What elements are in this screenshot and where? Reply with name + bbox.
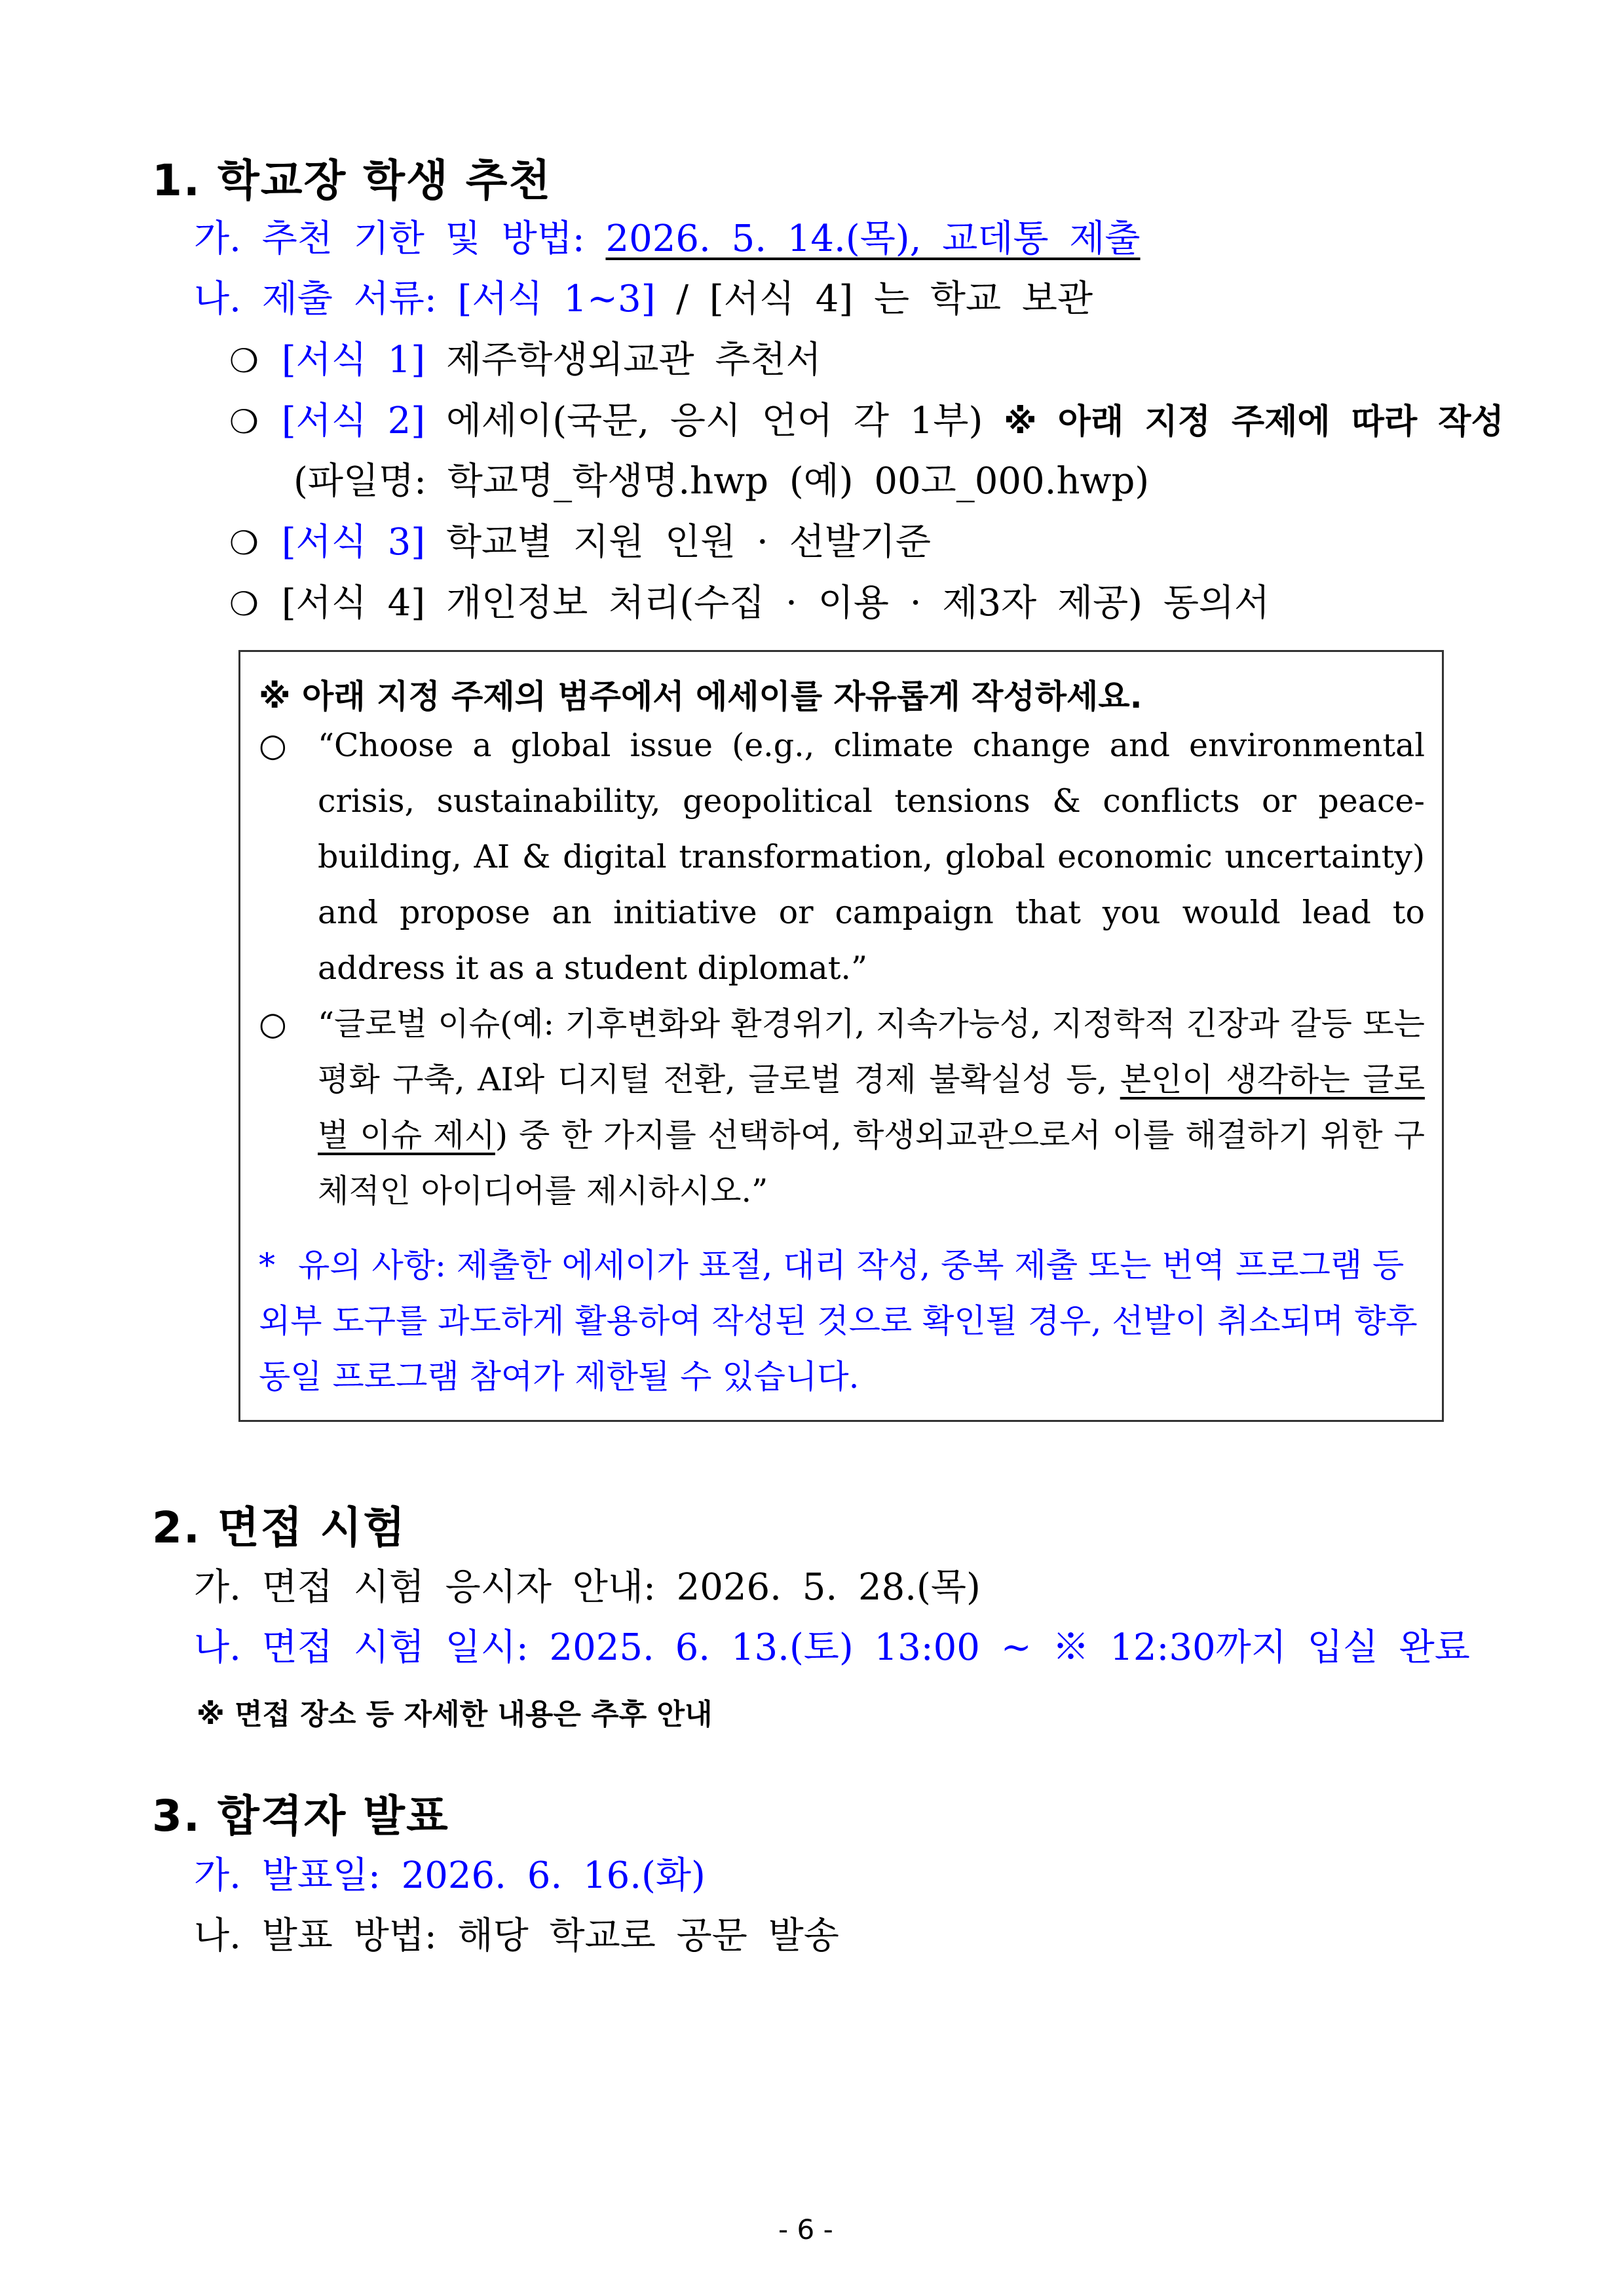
section-2-item-ga: 가. 면접 시험 응시자 안내: 2026. 5. 28.(목) xyxy=(194,1566,981,1609)
essay-box-title: ※ 아래 지정 주제의 범주에서 에세이를 자유롭게 작성하세요. xyxy=(259,678,1142,716)
form-3-item xyxy=(229,513,931,565)
form-1-tag: [서식 1] xyxy=(281,339,426,381)
form-1-item xyxy=(229,331,821,383)
form-2-item xyxy=(229,392,1504,444)
english-prompt xyxy=(259,718,1425,996)
circle-bullet-icon: ○ xyxy=(259,1005,287,1043)
shadowed-circle-bullet-icon: ❍ xyxy=(229,342,259,380)
form-2-text: 에세이(국문, 응시 언어 각 1부) xyxy=(425,400,1004,442)
english-prompt-text: “Choose a global issue (e.g., climate change and environmental crisis, sustainability, geopolitical tensions & conflicts or peace-building, AI & digital transformation, global economic uncertainty) and propose an initiative or campaign that you would lead to address it as a student diplomat.” xyxy=(318,727,1425,987)
asterisk-icon: * xyxy=(259,1246,275,1284)
section-2-item-na: 나. 면접 시험 일시: 2025. 6. 13.(토) 13:00 ~ ※ 12:30까지 입실 완료 xyxy=(194,1626,1470,1669)
section-3-item-na: 나. 발표 방법: 해당 학교로 공문 발송 xyxy=(194,1915,839,1957)
section-2-heading: 2. 면접 시험 xyxy=(152,1502,406,1553)
form-4-text: 개인정보 처리(수집 · 이용 · 제3자 제공) 동의서 xyxy=(425,582,1270,624)
korean-prompt-post: ) 중 한 가지를 선택하여, 학생외교관으로서 이를 해결하기 위한 구체적인 아이디어를 제시하시오.” xyxy=(318,1117,1425,1210)
essay-topic-box xyxy=(238,650,1444,1422)
deadline-label: 가. 추천 기한 및 방법: xyxy=(194,218,606,260)
section-1-item-ga xyxy=(194,210,1141,262)
form-2-emphasis: ※ 아래 지정 주제에 따라 작성 xyxy=(1004,402,1504,442)
shadowed-circle-bullet-icon: ❍ xyxy=(229,524,259,562)
section-3-heading: 3. 합격자 발표 xyxy=(152,1791,449,1841)
deadline-value: 2026. 5. 14.(목), 교데통 제출 xyxy=(605,218,1141,260)
documents-rest: / [서식 4] 는 학교 보관 xyxy=(655,278,1093,320)
korean-prompt-underlined: 본인이 생각하는 글로벌 이슈 제시 xyxy=(318,1061,1425,1154)
form-2-filename-note: (파일명: 학교명_학생명.hwp (예) 00고_000.hwp) xyxy=(293,460,1150,503)
section-3-item-ga: 가. 발표일: 2026. 6. 16.(화) xyxy=(194,1854,706,1897)
form-1-text: 제주학생외교관 추천서 xyxy=(425,339,821,381)
section-1-heading: 1. 학교장 학생 추천 xyxy=(152,155,552,206)
circle-bullet-icon: ○ xyxy=(259,727,287,764)
form-4-item xyxy=(229,574,1270,626)
shadowed-circle-bullet-icon: ❍ xyxy=(229,585,259,623)
korean-prompt-pre: “글로벌 이슈(예: 기후변화와 환경위기, 지속가능성, 지정학적 긴장과 갈등 또는 평화 구축, AI와 디지털 전환, 글로벌 경제 불확실성 등, xyxy=(318,1005,1425,1098)
korean-prompt xyxy=(259,996,1425,1219)
documents-label: 나. 제출 서류: [서식 1~3] xyxy=(194,278,656,320)
shadowed-circle-bullet-icon: ❍ xyxy=(229,403,259,441)
caution-note xyxy=(259,1238,1425,1405)
page-number: - 6 - xyxy=(778,2213,833,2246)
form-3-text: 학교별 지원 인원 · 선발기준 xyxy=(425,521,932,564)
form-3-tag: [서식 3] xyxy=(281,521,426,564)
form-2-tag: [서식 2] xyxy=(281,400,426,442)
caution-note-text: 유의 사항: 제출한 에세이가 표절, 대리 작성, 중복 제출 또는 번역 프로그램 등 외부 도구를 과도하게 활용하여 작성된 것으로 확인될 경우, 선발이 취소되며 향후 동일 프로그램 참여가 제한될 수 있습니다. xyxy=(259,1246,1418,1396)
form-4-tag: [서식 4] xyxy=(281,582,426,624)
section-1-item-na xyxy=(194,270,1093,322)
section-2-note: ※ 면접 장소 등 자세한 내용은 추후 안내 xyxy=(197,1698,713,1731)
